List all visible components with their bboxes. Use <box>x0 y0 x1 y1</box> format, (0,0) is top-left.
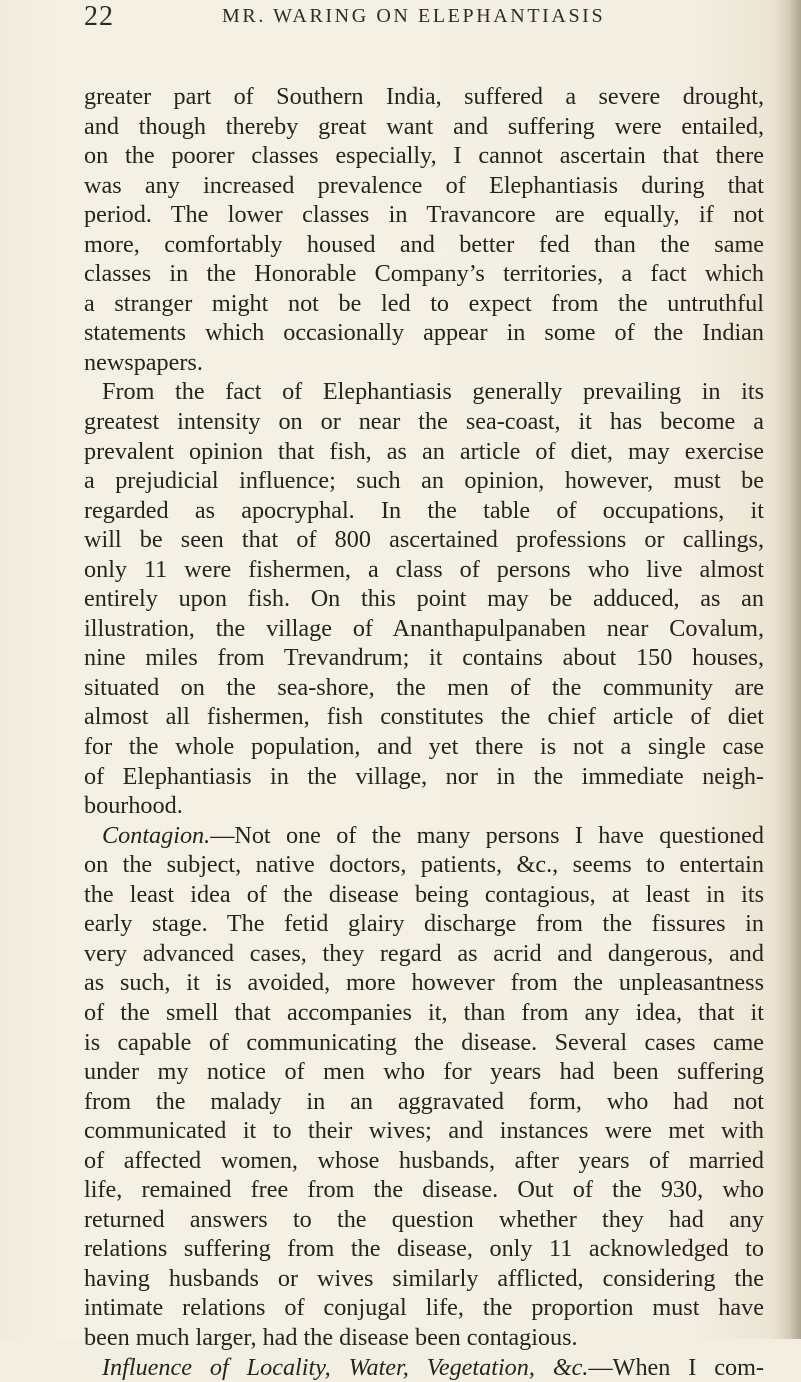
text-line: of affected women, whose husbands, after years of married <box>84 1146 764 1174</box>
text-line: for the whole population, and yet there is not a single case <box>84 733 764 761</box>
text-line: early stage. The fetid glairy discharge from the fissures in <box>84 910 764 938</box>
paragraph-end-line: newspapers. <box>84 348 203 376</box>
text-line-rest: —When I com- <box>588 1353 764 1381</box>
text-line: a stranger might not be led to expect from the untruthful <box>84 289 764 317</box>
text-line: classes in the Honorable Company’s territories, a fact which <box>84 260 764 288</box>
text-line: more, comfortably housed and better fed than the same <box>84 230 764 258</box>
text-line: of the smell that accompanies it, than from any idea, that it <box>84 998 764 1026</box>
running-title: MR. WARING ON ELEPHANTIASIS <box>222 5 606 27</box>
text-line: the least idea of the disease being contagious, at least in its <box>84 880 764 908</box>
page-number: 22 <box>84 1 114 32</box>
text-line: from the malady in an aggravated form, who had not <box>84 1087 764 1115</box>
text-line: greatest intensity on or near the sea-coast, it has become a <box>84 408 764 436</box>
influence-heading: Influence of Locality, Water, Vegetation, &c. <box>102 1353 589 1381</box>
text-line: almost all fishermen, fish constitutes the chief article of diet <box>84 703 764 731</box>
text-line: nine miles from Trevandrum; it contains about 150 houses, <box>84 644 764 672</box>
text-line: returned answers to the question whether they had any <box>84 1205 764 1233</box>
text-line: statements which occasionally appear in some of the Indian <box>84 319 764 347</box>
text-line: only 11 were fishermen, a class of persons who live almost <box>84 555 764 583</box>
text-line: was any increased prevalence of Elephantiasis during that <box>84 171 764 199</box>
body-text <box>84 82 764 1382</box>
text-line: is capable of communicating the disease. Several cases came <box>84 1028 764 1056</box>
text-line: on the poorer classes especially, I cannot ascertain that there <box>84 142 764 170</box>
text-line: prevalent opinion that fish, as an article of diet, may exercise <box>84 437 764 465</box>
influence-paragraph-start <box>84 1353 764 1382</box>
text-line-rest: —Not one of the many persons I have questioned <box>210 821 764 849</box>
page-edge-shadow <box>775 0 801 1339</box>
text-line: intimate relations of conjugal life, the proportion must have <box>84 1294 764 1322</box>
contagion-paragraph-start <box>84 821 764 851</box>
text-line: situated on the sea-shore, the men of the community are <box>84 673 764 701</box>
text-line: as such, it is avoided, more however from the unpleasantness <box>84 969 764 997</box>
text-line: relations suffering from the disease, only 11 acknowledged to <box>84 1235 764 1263</box>
text-line: communicated it to their wives; and instances were met with <box>84 1117 764 1145</box>
text-line: life, remained free from the disease. Out of the 930, who <box>84 1176 764 1204</box>
paragraph-end-line: bourhood. <box>84 792 183 820</box>
text-line: under my notice of men who for years had been suffering <box>84 1058 764 1086</box>
text-line: very advanced cases, they regard as acrid and dangerous, and <box>84 939 764 967</box>
text-line: period. The lower classes in Travancore are equally, if not <box>84 201 764 229</box>
text-line: and though thereby great want and suffering were entailed, <box>84 112 764 140</box>
contagion-heading: Contagion. <box>102 821 211 849</box>
text-line: of Elephantiasis in the village, nor in the immediate neigh- <box>84 762 764 790</box>
text-line: regarded as apocryphal. In the table of occupations, it <box>84 496 764 524</box>
text-line: having husbands or wives similarly afflicted, considering the <box>84 1264 764 1292</box>
text-line: illustration, the village of Ananthapulpanaben near Covalum, <box>84 614 764 642</box>
text-line: a prejudicial influence; such an opinion, however, must be <box>84 467 764 495</box>
text-line: on the subject, native doctors, patients, &c., seems to entertain <box>84 851 764 879</box>
text-line: entirely upon fish. On this point may be adduced, as an <box>84 585 764 613</box>
text-line: will be seen that of 800 ascertained professions or callings, <box>84 526 764 554</box>
paragraph-end-line: been much larger, had the disease been contagious. <box>84 1323 578 1351</box>
text-line: greater part of Southern India, suffered a severe drought, <box>84 83 764 110</box>
paragraph-start-line: From the fact of Elephantiasis generally prevailing in its <box>102 378 764 406</box>
page-header <box>84 0 764 50</box>
